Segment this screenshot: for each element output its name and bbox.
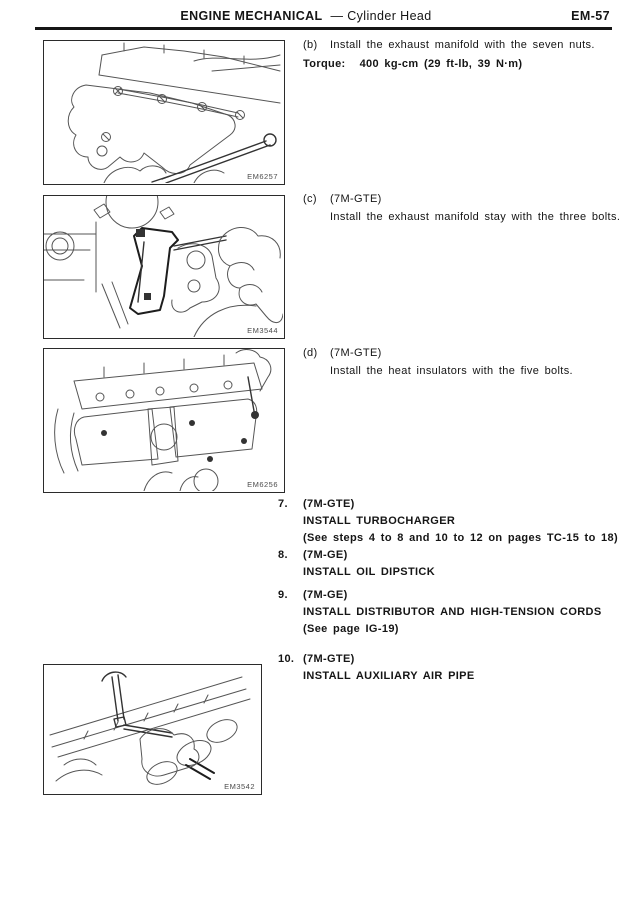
step-7-title: INSTALL TURBOCHARGER [303,514,456,527]
step-9-number: 9. [278,589,288,601]
step-b-label: (b) [303,39,318,51]
auxiliary-air-pipe-illustration [44,665,260,793]
step-9-body [303,587,602,637]
step-7-reference: (See steps 4 to 8 and 10 to 12 on pages TC-15 to 18) [303,531,618,544]
figure-code: EM3542 [224,782,255,791]
step-8-variant: (7M-GE) [303,549,348,561]
page-header [0,9,626,23]
step-9-reference: (See page IG-19) [303,622,399,635]
step-8 [278,547,435,581]
exhaust-manifold-illustration [44,41,283,183]
step-7 [278,496,618,546]
step-10-title: INSTALL AUXILIARY AIR PIPE [303,669,475,682]
step-8-title: INSTALL OIL DIPSTICK [303,565,436,578]
header-rule [35,27,612,30]
torque-value: 400 kg-cm (29 ft-lb, 39 N·m) [359,58,523,70]
heat-insulators-illustration [44,349,283,491]
figure-heat-insulators [43,348,285,493]
figure-auxiliary-air-pipe [43,664,262,795]
figure-exhaust-manifold [43,40,285,185]
step-7-body [303,496,618,546]
step-10-body [303,651,475,685]
torque-label: Torque: [303,58,346,70]
step-9-variant: (7M-GE) [303,589,348,601]
step-8-body [303,547,435,581]
step-d-label: (d) [303,347,318,359]
step-c-line [303,190,620,208]
step-10 [278,651,475,685]
step-b [303,36,595,73]
step-8-number: 8. [278,549,288,561]
step-7-number: 7. [278,498,288,510]
step-d [303,344,573,380]
step-c [303,190,620,226]
step-b-line [303,36,595,54]
step-7-variant: (7M-GTE) [303,498,355,510]
manifold-stay-illustration [44,196,283,337]
step-d-text: Install the heat insulators with the five bolts. [330,365,573,377]
step-9-title: INSTALL DISTRIBUTOR AND HIGH-TENSION CORDS [303,605,602,618]
page-number: EM-57 [571,9,610,23]
figure-code: EM6256 [247,480,278,489]
step-c-variant: (7M-GTE) [330,193,382,205]
header-section: ENGINE MECHANICAL [180,9,323,23]
figure-code: EM3544 [247,326,278,335]
step-9 [278,587,602,637]
step-10-number: 10. [278,653,295,665]
figure-code: EM6257 [247,172,278,181]
header-subsection: — Cylinder Head [330,9,432,23]
step-10-variant: (7M-GTE) [303,653,355,665]
torque-spec [303,55,595,73]
step-d-line [303,344,573,362]
step-b-text: Install the exhaust manifold with the seven nuts. [330,39,595,51]
figure-manifold-stay [43,195,285,339]
step-d-variant: (7M-GTE) [330,347,382,359]
step-c-text: Install the exhaust manifold stay with the three bolts. [330,211,621,223]
step-c-label: (c) [303,193,317,205]
